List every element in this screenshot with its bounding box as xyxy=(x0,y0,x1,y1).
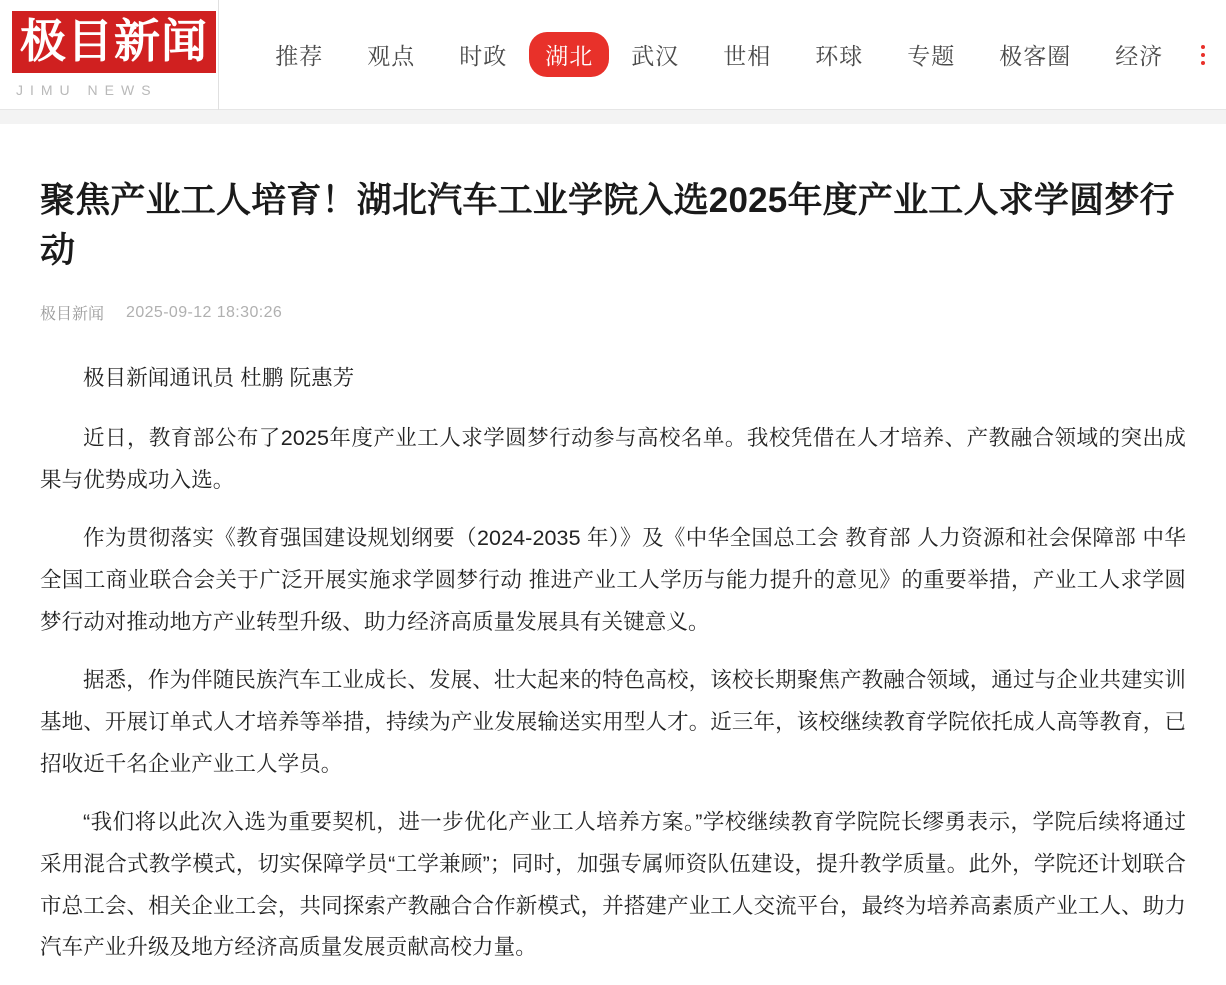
article-body xyxy=(40,358,1186,969)
more-vertical-icon[interactable] xyxy=(1185,45,1220,65)
nav-item-viewpoint[interactable]: 观点 xyxy=(367,43,416,69)
article-timestamp: 2025-09-12 18:30:26 xyxy=(126,303,283,321)
nav-item-recommend[interactable]: 推荐 xyxy=(275,43,324,69)
page-title: 聚焦产业工人培育！湖北汽车工业学院入选2025年度产业工人求学圆梦行动 xyxy=(40,181,1175,270)
nav-item-economy[interactable]: 经济 xyxy=(1115,43,1164,69)
article-source: 极目新闻 xyxy=(40,306,105,324)
article-paragraph-3: 作为贯彻落实《教育强国建设规划纲要（2024-2035 年）》及《中华全国总工会 教育部 人力资源和社会保障部 中华全国工商业联合会关于广泛开展实施求学圆梦行动 推进产业工人学历与能力提升的意见》的重要举措，产业工人求学圆梦行动对推动地方产业转型升级、助力经济高质量发展具有关键意义。 xyxy=(40,526,1186,634)
more-dot-3 xyxy=(1201,61,1205,65)
logo-subtitle: JIMU NEWS xyxy=(16,82,158,98)
main-navigation xyxy=(219,0,1185,110)
logo-wordmark: 极目新闻 xyxy=(12,11,216,73)
nav-item-politics[interactable]: 时政 xyxy=(459,43,508,69)
article-paragraph-4: 据悉，作为伴随民族汽车工业成长、发展、壮大起来的特色高校，该校长期聚焦产教融合领域，通过与企业共建实训基地、开展订单式人才培养等举措，持续为产业发展输送实用型人才。近三年，该校继续教育学院依托成人高等教育，已招收近千名企业产业工人学员。 xyxy=(40,667,1186,776)
article-meta xyxy=(40,301,1186,324)
nav-item-special[interactable]: 专题 xyxy=(907,43,956,69)
nav-item-hubei[interactable]: 湖北 xyxy=(529,32,609,77)
header-divider-band xyxy=(0,110,1226,124)
site-header xyxy=(0,0,1226,110)
more-dot-2 xyxy=(1201,53,1205,57)
nav-item-geek-circle[interactable]: 极客圈 xyxy=(999,43,1072,69)
article-container xyxy=(0,124,1226,969)
nav-item-global[interactable]: 环球 xyxy=(815,43,864,69)
site-logo[interactable] xyxy=(0,0,219,110)
article-paragraph-2: 近日，教育部公布了2025年度产业工人求学圆梦行动参与高校名单。我校凭借在人才培养、产教融合领域的突出成果与优势成功入选。 xyxy=(40,426,1186,493)
nav-item-society[interactable]: 世相 xyxy=(723,43,772,69)
article-paragraph-1: 极目新闻通讯员 杜鹏 阮惠芳 xyxy=(83,366,355,391)
more-dot-1 xyxy=(1201,45,1205,49)
article-paragraph-5: “我们将以此次入选为重要契机，进一步优化产业工人培养方案。”学校继续教育学院院长缪勇表示，学院后续将通过采用混合式教学模式，切实保障学员“工学兼顾”；同时，加强专属师资队伍建设，提升教学质量。此外，学院还计划联合市总工会、相关企业工会，共同探索产教融合合作新模式，并搭建产业工人交流平台，最终为培养高素质产业工人、助力汽车产业升级及地方经济高质量发展贡献高校力量。 xyxy=(40,809,1186,960)
nav-item-wuhan[interactable]: 武汉 xyxy=(631,43,680,69)
